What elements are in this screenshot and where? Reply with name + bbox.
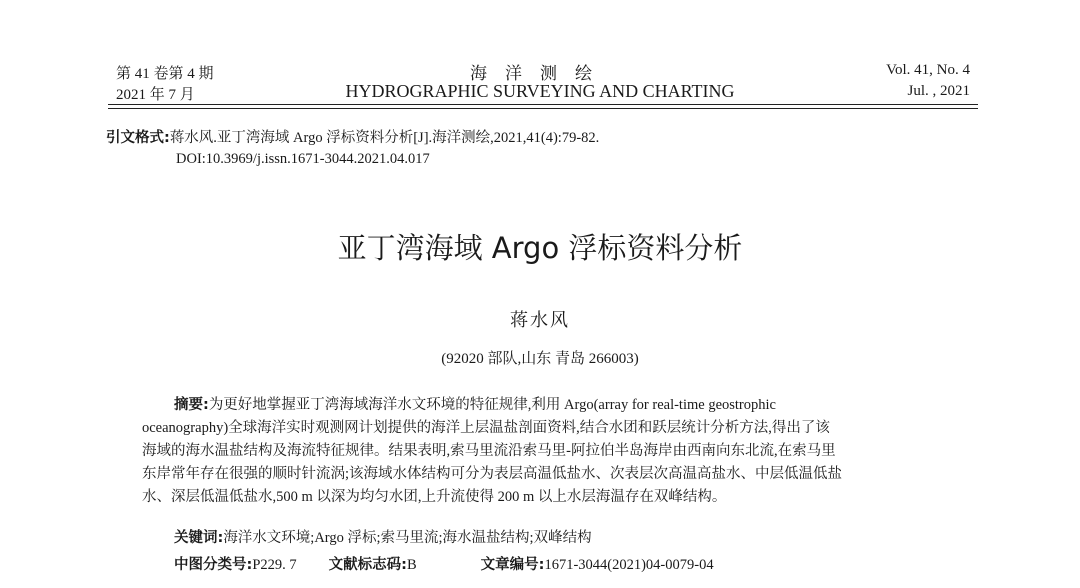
abstract-line: 海域的海水温盐结构及海流特征规律。结果表明,索马里流沿索马里-阿拉伯半岛海岸由西南向东北流,在索马里 [142,443,836,459]
abstract [142,394,938,509]
paper-title: 亚丁湾海域 Argo 浮标资料分析 [337,231,743,265]
abstract-line: oceanography)全球海洋实时观测网计划提供的海洋上层温盐剖面资料,结合水团和跃层统计分析方法,得出了该 [142,420,830,436]
abstract-line: 摘要:为更好地掌握亚丁湾海域海洋水文环境的特征规律,利用 Argo(array for real-time geostrophic [174,397,776,413]
article-number-value: 1671-3044(2021)04-0079-04 [544,557,714,573]
issue-date-en: Jul. , 2021 [907,83,970,99]
keywords [174,526,592,547]
clc-value: P229. 7 [252,557,297,573]
keywords-label: 关键词: [174,530,224,546]
clc-label: 中图分类号: [174,557,253,573]
citation-text: 蒋水风.亚丁湾海域 Argo 浮标资料分析[J].海洋测绘,2021,41(4):79-82. [169,130,600,146]
classification-line [174,553,714,574]
journal-title-en: HYDROGRAPHIC SURVEYING AND CHARTING [345,81,735,101]
issue-date: 2021 年 7 月 [116,87,195,103]
abstract-line: 水、深层低温低盐水,500 m 以深为均匀水团,上升流使得 200 m 以上水层海温存在双峰结构。 [142,489,727,505]
header-rule-thin [108,108,978,109]
author-name: 蒋水风 [510,310,570,330]
abstract-line: 东岸常年存在很强的顺时针流涡;该海域水体结构可分为表层高温低盐水、次表层次高温高盐水、中层低温低盐 [142,466,843,482]
article-number-label: 文章编号: [480,557,545,573]
keywords-text: 海洋水文环境;Argo 浮标;索马里流;海水温盐结构;双峰结构 [223,530,592,546]
citation-line [106,126,599,147]
author-affiliation: (92020 部队,山东 青岛 266003) [441,351,639,367]
volume-issue: 第 41 卷第 4 期 [116,66,214,82]
doc-code-label: 文献标志码: [328,557,407,573]
citation-label: 引文格式: [106,130,170,146]
abstract-label: 摘要: [174,397,209,413]
doc-code-value: B [406,557,417,573]
volume-issue-en: Vol. 41, No. 4 [886,62,970,78]
doi-line: DOI:10.3969/j.issn.1671-3044.2021.04.017 [176,151,430,167]
header-rule-thick [108,104,978,105]
journal-title-cn: 海洋测绘 [470,64,610,83]
